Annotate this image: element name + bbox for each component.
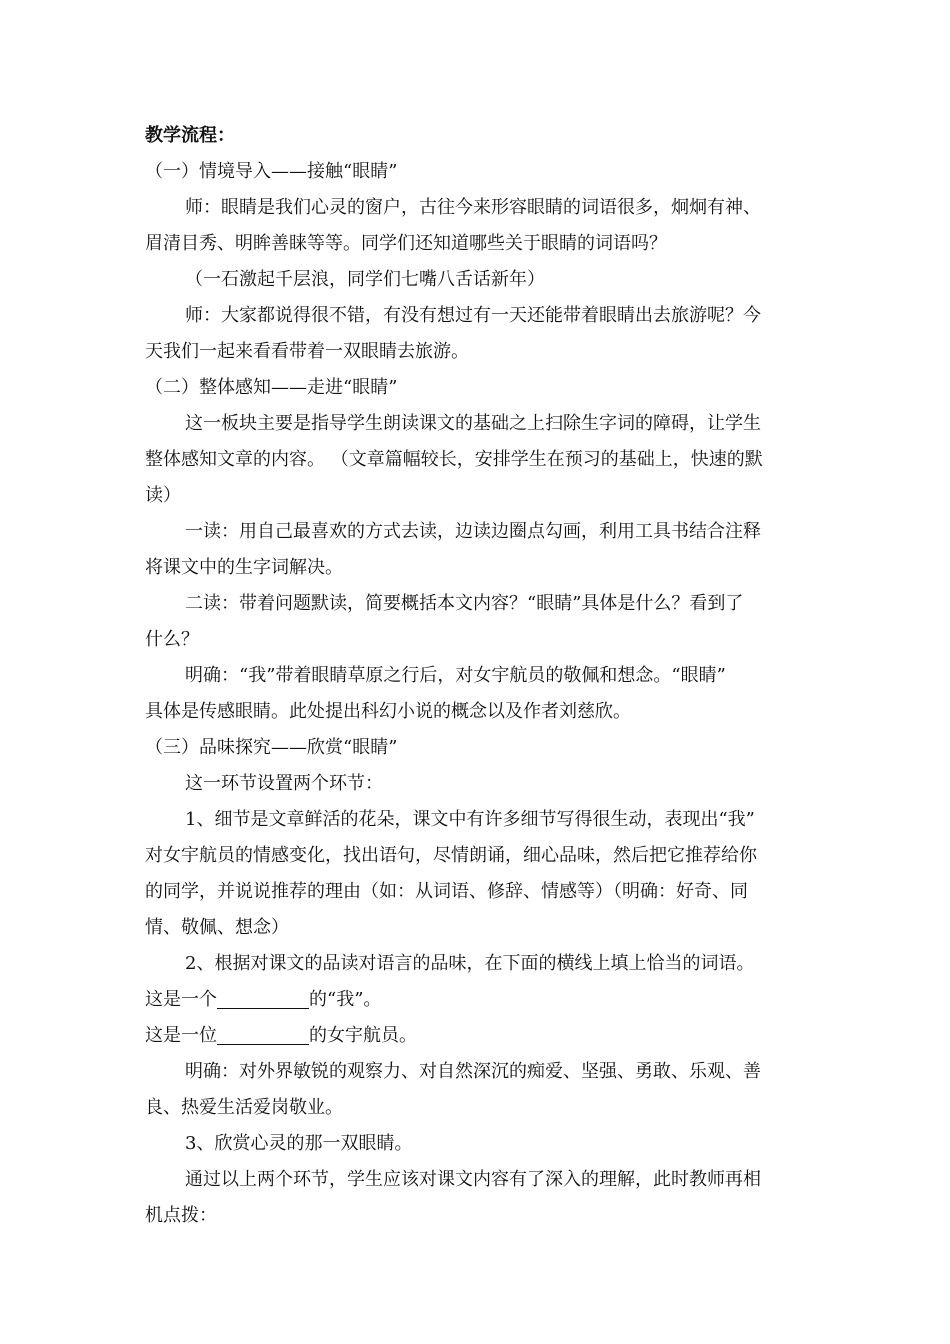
fill-in-line-1 (145, 982, 810, 1018)
section-heading-1: （一）情境导入——接触“眼睛” (145, 161, 398, 182)
paragraph-line: 一读：用自己最喜欢的方式去读，边读边圈点勾画，利用工具书结合注释 (185, 521, 761, 542)
paragraph-line: 情、敬佩、想念） (145, 917, 289, 938)
paragraph-line: 这一环节设置两个环节： (185, 773, 383, 794)
paragraph-line: 师：大家都说得很不错，有没有想过有一天还能带着眼睛出去旅游呢？今 (185, 305, 761, 326)
paragraph-line: 眉清目秀、明眸善睐等等。同学们还知道哪些关于眼睛的词语吗？ (145, 233, 667, 254)
paragraph-line: 3、欣赏心灵的那一双眼睛。 (185, 1133, 413, 1154)
paragraph-line: 通过以上两个环节，学生应该对课文内容有了深入的理解，此时教师再相 (185, 1169, 761, 1190)
section-heading-3: （三）品味探究——欣赏“眼睛” (145, 737, 398, 758)
paragraph-line: 天我们一起来看看带着一双眼睛去旅游。 (145, 341, 469, 362)
fill-text: 这是一个 (145, 989, 217, 1010)
fill-text: 的“我”。 (309, 989, 382, 1010)
fill-blank (217, 1022, 309, 1045)
fill-blank (217, 986, 309, 1009)
fill-in-line-2 (145, 1018, 810, 1054)
paragraph-line: （一石激起千层浪，同学们七嘴八舌话新年） (185, 269, 545, 290)
paragraph-line: 2、根据对课文的品读对语言的品味，在下面的横线上填上恰当的词语。 (185, 953, 755, 974)
paragraph-line: 师：眼睛是我们心灵的窗户，古往今来形容眼睛的词语很多，炯炯有神、 (185, 197, 761, 218)
paragraph-line: 这一板块主要是指导学生朗读课文的基础之上扫除生字词的障碍，让学生 (185, 413, 761, 434)
paragraph-line: 明确：“我”带着眼睛草原之行后，对女宇航员的敬佩和想念。“眼睛” (185, 665, 726, 686)
paragraph-line: 明确：对外界敏锐的观察力、对自然深沉的痴爱、坚强、勇敢、乐观、善 (185, 1061, 761, 1082)
paragraph-line: 将课文中的生字词解决。 (145, 557, 343, 578)
paragraph-line: 读） (145, 485, 181, 506)
paragraph-line: 良、热爱生活爱岗敬业。 (145, 1097, 343, 1118)
fill-text: 的女宇航员。 (309, 1025, 417, 1046)
paragraph-line: 1、细节是文章鲜活的花朵，课文中有许多细节写得很生动，表现出“我” (185, 809, 755, 830)
paragraph-line: 的同学，并说说推荐的理由（如：从词语、修辞、情感等）（明确：好奇、同 (145, 881, 748, 902)
document-title: 教学流程： (145, 125, 235, 146)
fill-text: 这是一位 (145, 1025, 217, 1046)
paragraph-line: 机点拨： (145, 1205, 217, 1226)
paragraph-line: 什么？ (145, 629, 199, 650)
paragraph-line: 二读：带着问题默读，简要概括本文内容？“眼睛”具体是什么？看到了 (185, 593, 744, 614)
paragraph-line: 具体是传感眼睛。此处提出科幻小说的概念以及作者刘慈欣。 (145, 701, 631, 722)
section-heading-2: （二）整体感知——走进“眼睛” (145, 377, 398, 398)
paragraph-line: 整体感知文章的内容。 （文章篇幅较长，安排学生在预习的基础上，快速的默 (145, 449, 763, 470)
paragraph-line: 对女宇航员的情感变化，找出语句，尽情朗诵，细心品味，然后把它推荐给你 (145, 845, 757, 866)
document-body (145, 118, 810, 1234)
